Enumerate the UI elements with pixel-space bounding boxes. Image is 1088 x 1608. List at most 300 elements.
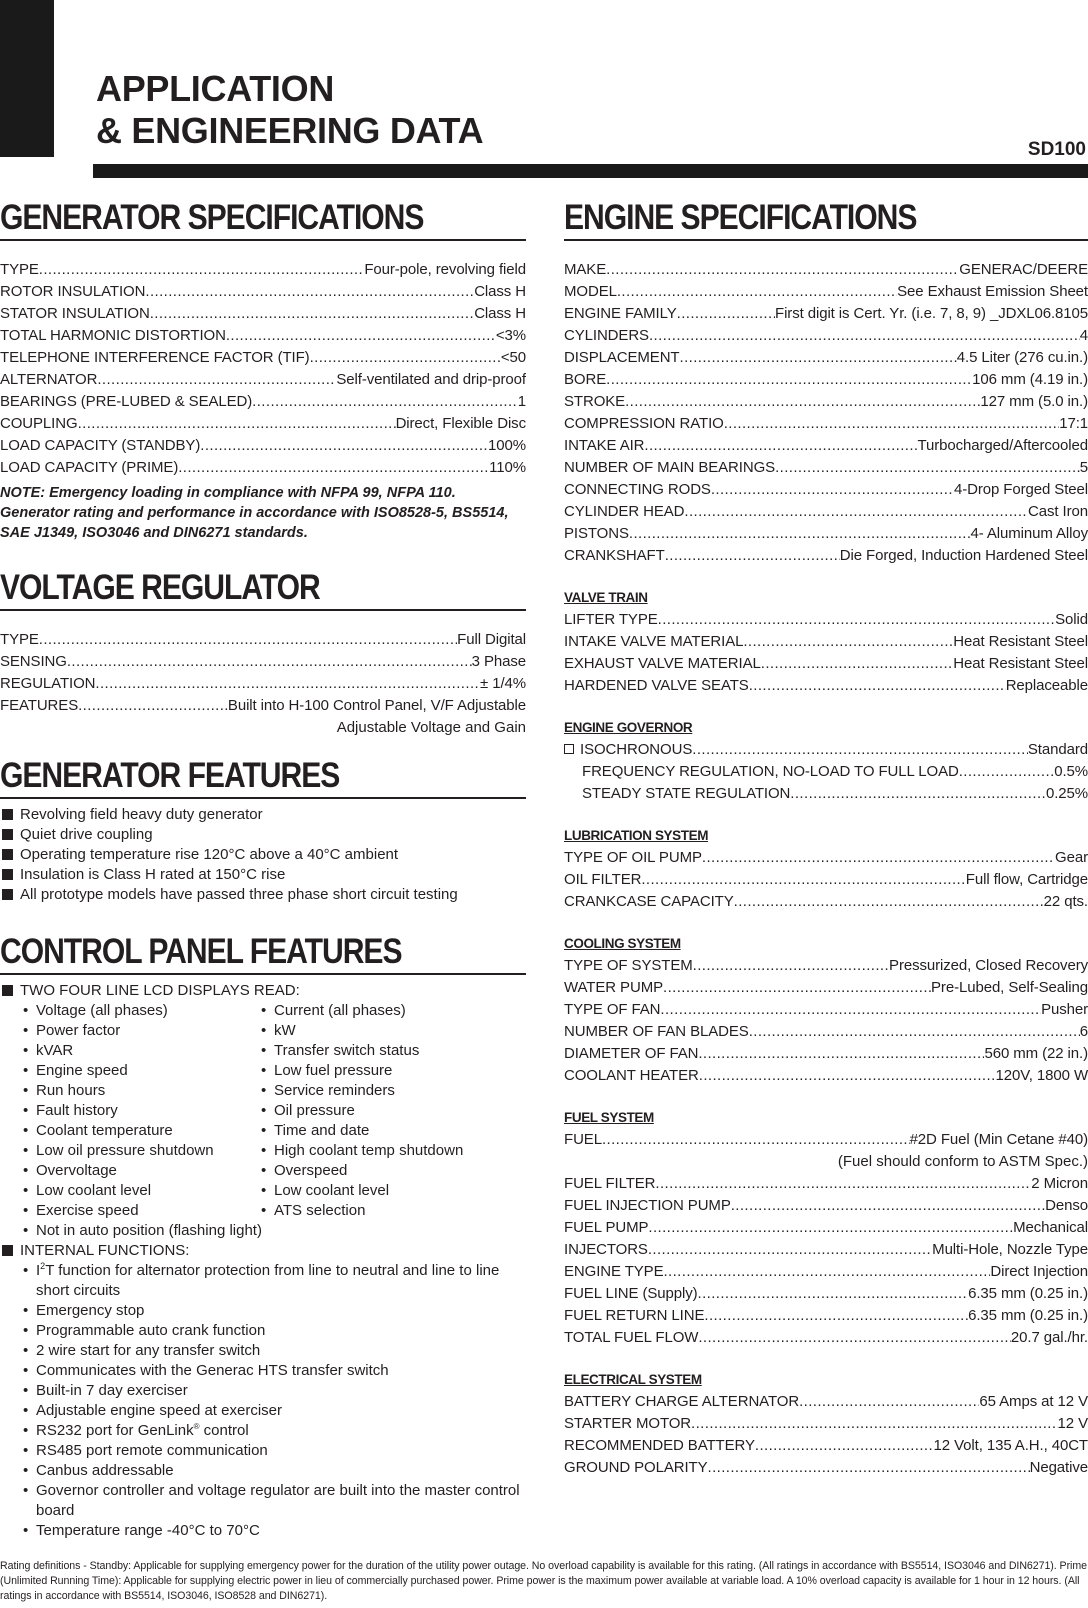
spec-value: GENERAC/DEERE [959, 261, 1088, 278]
dot-leader [655, 1173, 1031, 1195]
dot-leader [648, 1217, 1013, 1239]
dot-leader [663, 977, 931, 999]
compliance-note: NOTE: Emergency loading in compliance with NFPA 99, NFPA 110. Generator rating and performance in accordance with ISO8528-5, BS5514, SAE J1349, ISO3046 and DIN6271 standards. [0, 485, 509, 541]
electrical-list [564, 1391, 1088, 1479]
spec-row [0, 651, 526, 673]
dot-leader [606, 369, 972, 391]
spec-label: CRANKSHAFT [564, 547, 665, 564]
list-item: • Engine speed [0, 1061, 238, 1081]
spec-value: 20.7 gal./hr. [1010, 1329, 1088, 1346]
dot-leader [658, 609, 1055, 631]
lcd-display-grid [0, 1001, 526, 1221]
spec-label: FUEL PUMP [564, 1219, 649, 1236]
spec-label: MAKE [564, 261, 607, 278]
spec-value: Solid [1055, 611, 1088, 628]
spec-row [0, 325, 526, 347]
list-item: • Temperature range -40°C to 70°C [0, 1521, 526, 1541]
spec-label: STATOR INSULATION [0, 305, 150, 322]
dot-leader [698, 1283, 969, 1305]
spec-value: 6.35 mm (0.25 in.) [968, 1307, 1088, 1324]
spec-label: COMPRESSION RATIO [564, 415, 724, 432]
spec-label: TYPE [0, 261, 39, 278]
spec-row [564, 457, 1088, 479]
cooling-heading: COOLING SYSTEM [564, 936, 681, 951]
list-item: • Exercise speed [0, 1201, 238, 1221]
spec-row [564, 259, 1088, 281]
spec-row [0, 259, 526, 281]
spec-value: 4-Drop Forged Steel [953, 481, 1088, 498]
spec-row [564, 1457, 1088, 1479]
spec-row [564, 955, 1088, 977]
lubrication-list [564, 847, 1088, 913]
internal-functions-list-2 [0, 1441, 526, 1541]
left-column [0, 193, 526, 1541]
spec-row [564, 1283, 1088, 1305]
spec-row [564, 1435, 1088, 1457]
control-panel-heading: CONTROL PANEL FEATURES [0, 932, 402, 971]
dot-leader [660, 999, 1041, 1021]
spec-value: Built into H-100 Control Panel, V/F Adjustable [227, 697, 526, 714]
doc-code: SD100 [1027, 139, 1086, 160]
spec-row: FUEL ..... #2D Fuel (Min Cetane #40) [564, 1129, 1088, 1151]
dot-leader [698, 1327, 1011, 1349]
spec-row [564, 325, 1088, 347]
lcd-heading: TWO FOUR LINE LCD DISPLAYS READ: [0, 981, 526, 1001]
dot-leader [226, 325, 496, 347]
divider [564, 239, 1088, 241]
spec-label: DIAMETER OF FAN [564, 1045, 699, 1062]
fuel-heading: FUEL SYSTEM [564, 1110, 654, 1125]
spec-value: Pre-Lubed, Self-Sealing [931, 979, 1088, 996]
engine-specs-list [564, 259, 1088, 567]
lcd-left-list [0, 1001, 238, 1221]
spec-label: CYLINDER HEAD [564, 503, 685, 520]
spec-row [564, 675, 1088, 697]
dot-leader [649, 325, 1080, 347]
spec-row [564, 847, 1088, 869]
dot-leader [617, 281, 897, 303]
spec-label: ENGINE FAMILY [564, 305, 677, 322]
spec-row [564, 413, 1088, 435]
spec-value: 2 Micron [1031, 1175, 1088, 1192]
list-item: • Oil pressure [238, 1101, 518, 1121]
spec-row [564, 609, 1088, 631]
right-column [564, 193, 1088, 1479]
spec-label: STARTER MOTOR [564, 1415, 692, 1432]
list-item: • Canbus addressable [0, 1461, 526, 1481]
spec-row [564, 523, 1088, 545]
divider [0, 797, 526, 799]
list-item: • Service reminders [238, 1081, 518, 1101]
spec-value: Four-pole, revolving field [364, 261, 526, 278]
dot-leader [78, 413, 396, 435]
dot-leader [698, 1043, 984, 1065]
spec-label: CONNECTING RODS [564, 481, 711, 498]
spec-label: INJECTORS [564, 1241, 648, 1258]
spec-label: TOTAL FUEL FLOW [564, 1329, 699, 1346]
dot-leader [680, 347, 957, 369]
dot-leader [749, 1021, 1080, 1043]
dot-leader [606, 259, 959, 281]
spec-label: LOAD CAPACITY (PRIME) [0, 459, 179, 476]
spec-value: See Exhaust Emission Sheet [897, 283, 1088, 300]
dot-leader [749, 675, 1006, 697]
dot-leader [704, 1305, 968, 1327]
checkbox-icon [564, 744, 574, 754]
spec-row [564, 281, 1088, 303]
dot-leader [625, 391, 980, 413]
spec-label: FUEL LINE (Supply) [564, 1285, 698, 1302]
spec-label: NUMBER OF MAIN BEARINGS [564, 459, 776, 476]
spec-row [0, 673, 526, 695]
list-item: • kVAR [0, 1041, 238, 1061]
spec-label: FUEL INJECTION PUMP [564, 1197, 731, 1214]
spec-row [564, 1327, 1088, 1349]
spec-value: 560 mm (22 in.) [984, 1045, 1088, 1062]
spec-row [564, 999, 1088, 1021]
spec-value: 127 mm (5.0 in.) [980, 393, 1088, 410]
spec-label: CRANKCASE CAPACITY [564, 893, 734, 910]
list-item: • kW [238, 1021, 518, 1041]
spec-row [564, 479, 1088, 501]
spec-value: 4.5 Liter (276 cu.in.) [956, 349, 1088, 366]
dot-leader [711, 479, 954, 501]
spec-value: Turbocharged/Aftercooled [917, 437, 1088, 454]
spec-label: ALTERNATOR [0, 371, 98, 388]
spec-label: NUMBER OF FAN BLADES [564, 1023, 749, 1040]
spec-label: EXHAUST VALVE MATERIAL [564, 655, 761, 672]
dot-leader [644, 435, 917, 457]
spec-label: STROKE [564, 393, 626, 410]
dot-leader [629, 523, 971, 545]
spec-row [564, 391, 1088, 413]
list-item: • Low oil pressure shutdown [0, 1141, 238, 1161]
list-item: • $I^2T$ function for alternator protection from line to neutral and line to line short circuits [0, 1261, 526, 1301]
spec-value: Self-ventilated and drip-proof [336, 371, 526, 388]
list-item: • Low coolant level [238, 1181, 518, 1201]
spec-row [564, 347, 1088, 369]
spec-value: Gear [1055, 849, 1088, 866]
dot-leader [39, 259, 365, 281]
spec-row [564, 1239, 1088, 1261]
spec-row [564, 1173, 1088, 1195]
spec-row [564, 1261, 1088, 1283]
spec-value: 17:1 [1059, 415, 1088, 432]
spec-label: TELEPHONE INTERFERENCE FACTOR (TIF) [0, 349, 310, 366]
list-item: • Run hours [0, 1081, 238, 1101]
spec-label: TYPE OF SYSTEM [564, 957, 693, 974]
spec-value: 22 qts. [1043, 893, 1088, 910]
internal-functions-list [0, 1301, 526, 1421]
spec-value: Pressurized, Closed Recovery [889, 957, 1088, 974]
spec-value: Heat Resistant Steel [953, 633, 1088, 650]
list-item: • Fault history [0, 1101, 238, 1121]
spec-label: TYPE OF FAN [564, 1001, 661, 1018]
spec-row [564, 1217, 1088, 1239]
spec-label: HARDENED VALVE SEATS [564, 677, 749, 694]
spec-row [0, 347, 526, 369]
spec-value: <3% [495, 327, 526, 344]
spec-label: CYLINDERS [564, 327, 649, 344]
list-item: All prototype models have passed three phase short circuit testing [0, 885, 526, 905]
spec-row [564, 869, 1088, 891]
dot-leader [665, 545, 840, 567]
spec-label: GROUND POLARITY [564, 1459, 708, 1476]
fuel-list [564, 1173, 1088, 1349]
spec-row [564, 1065, 1088, 1087]
spec-row [564, 891, 1088, 913]
engine-specs-heading: ENGINE SPECIFICATIONS [564, 198, 917, 237]
dot-leader [775, 457, 1080, 479]
list-item: • Low coolant level [0, 1181, 238, 1201]
list-item: • RS485 port remote communication [0, 1441, 526, 1461]
dot-leader [67, 651, 472, 673]
spec-label: FUEL FILTER [564, 1175, 656, 1192]
spec-value: Full flow, Cartridge [965, 871, 1088, 888]
spec-row [564, 1305, 1088, 1327]
list-item: • Adjustable engine speed at exerciser [0, 1401, 526, 1421]
spec-value: Heat Resistant Steel [953, 655, 1088, 672]
dot-leader [743, 631, 953, 653]
spec-row [0, 435, 526, 457]
lcd-right-list [238, 1001, 518, 1221]
spec-label: PISTONS [564, 525, 629, 542]
spec-value: 1 [517, 393, 526, 410]
list-item: • Built-in 7 day exerciser [0, 1381, 526, 1401]
spec-value: Negative [1029, 1459, 1088, 1476]
dot-leader [708, 1457, 1030, 1479]
spec-row [564, 1021, 1088, 1043]
dot-leader [150, 303, 474, 325]
spec-value: Direct Injection [990, 1263, 1088, 1280]
dot-leader [761, 653, 954, 675]
spec-row [0, 391, 526, 413]
spec-label: COOLANT HEATER [564, 1067, 699, 1084]
spec-value: 5 [1079, 459, 1088, 476]
list-item: • High coolant temp shutdown [238, 1141, 518, 1161]
spec-value: Pusher [1041, 1001, 1088, 1018]
list-item: • Not in auto position (flashing light) [0, 1221, 526, 1241]
spec-row: FREQUENCY REGULATION, NO-LOAD TO FULL LOAD ..... 0.5% [564, 761, 1088, 783]
dot-leader [755, 1435, 934, 1457]
list-item: • RS232 port for GenLink® control [0, 1421, 526, 1441]
spec-row: STEADY STATE REGULATION ..... 0.25% [564, 783, 1088, 805]
dot-leader [95, 673, 480, 695]
spec-label: TYPE OF OIL PUMP [564, 849, 702, 866]
dot-leader [310, 347, 501, 369]
dot-leader [731, 1195, 1045, 1217]
spec-row [564, 369, 1088, 391]
spec-value: 6 [1079, 1023, 1088, 1040]
spec-row [564, 977, 1088, 999]
spec-value: 12 Volt, 135 A.H., 40CT [933, 1437, 1088, 1454]
spec-label: MODEL [564, 283, 617, 300]
spec-value: <50 [500, 349, 526, 366]
spec-label: REGULATION [0, 675, 96, 692]
spec-value: Class H [474, 283, 526, 300]
dot-leader [39, 629, 457, 651]
dot-leader [641, 869, 965, 891]
spec-value: Cast Iron [1028, 503, 1088, 520]
list-item: • Communicates with the Generac HTS transfer switch [0, 1361, 526, 1381]
spec-row [564, 545, 1088, 567]
spec-row [0, 281, 526, 303]
spec-value: 65 Amps at 12 V [979, 1393, 1088, 1410]
header-rule [93, 164, 1088, 178]
list-item: Insulation is Class H rated at 150°C rise [0, 865, 526, 885]
spec-row [564, 1391, 1088, 1413]
list-item: • Time and date [238, 1121, 518, 1141]
spec-row [564, 501, 1088, 523]
spec-label: FEATURES [0, 697, 79, 714]
spec-value: Replaceable [1005, 677, 1088, 694]
black-tab [0, 0, 54, 157]
spec-value: Multi-Hole, Nozzle Type [932, 1241, 1088, 1258]
fuel-continuation: (Fuel should conform to ASTM Spec.) [837, 1153, 1088, 1170]
spec-value: Mechanical [1013, 1219, 1088, 1236]
generator-specs-list [0, 259, 526, 479]
divider [0, 239, 526, 241]
engine-governor-heading: ENGINE GOVERNOR [564, 720, 693, 735]
spec-label: BORE [564, 371, 607, 388]
divider [0, 973, 526, 975]
spec-value: 12 V [1057, 1415, 1088, 1432]
list-item: • Voltage (all phases) [0, 1001, 238, 1021]
spec-value: 4- Aluminum Alloy [970, 525, 1088, 542]
spec-row [0, 695, 526, 717]
spec-label: TOTAL HARMONIC DISTORTION [0, 327, 226, 344]
spec-value: 100% [488, 437, 526, 454]
voltage-regulator-list [0, 629, 526, 717]
engine-governor-list [564, 739, 1088, 805]
spec-label: SENSING [0, 653, 67, 670]
spec-value: Denso [1045, 1197, 1088, 1214]
spec-row [0, 457, 526, 479]
dot-leader [677, 303, 775, 325]
dot-leader [178, 457, 489, 479]
spec-row [564, 303, 1088, 325]
dot-leader [252, 391, 518, 413]
spec-label: DISPLACEMENT [564, 349, 680, 366]
spec-value: Full Digital [457, 631, 526, 648]
dot-leader [97, 369, 336, 391]
list-item: • Programmable auto crank function [0, 1321, 526, 1341]
spec-label: COUPLING [0, 415, 78, 432]
spec-value: Die Forged, Induction Hardened Steel [839, 547, 1088, 564]
dot-leader [691, 1413, 1057, 1435]
list-item: • Coolant temperature [0, 1121, 238, 1141]
list-item: Revolving field heavy duty generator [0, 805, 526, 825]
page-title [96, 68, 483, 152]
spec-value: 106 mm (4.19 in.) [972, 371, 1088, 388]
spec-label: INTAKE AIR [564, 437, 645, 454]
lubrication-heading: LUBRICATION SYSTEM [564, 828, 709, 843]
spec-row [564, 631, 1088, 653]
dot-leader [145, 281, 474, 303]
spec-label: ENGINE TYPE [564, 1263, 664, 1280]
spec-row [0, 413, 526, 435]
generator-features-list [0, 805, 526, 905]
spec-value: Direct, Flexible Disc [395, 415, 526, 432]
list-item: Operating temperature rise 120°C above a 40°C ambient [0, 845, 526, 865]
spec-label: BEARINGS (PRE-LUBED & SEALED) [0, 393, 253, 410]
spec-row [0, 303, 526, 325]
spec-value: ± 1/4% [480, 675, 526, 692]
spec-value: First digit is Cert. Yr. (i.e. 7, 8, 9) _JDXL06.8105 [775, 305, 1088, 322]
list-item: • Low fuel pressure [238, 1061, 518, 1081]
internal-functions-heading: INTERNAL FUNCTIONS: [0, 1241, 526, 1261]
spec-value: 3 Phase [471, 653, 526, 670]
list-item: • 2 wire start for any transfer switch [0, 1341, 526, 1361]
voltage-regulator-heading: VOLTAGE REGULATOR [0, 568, 320, 607]
list-item: • Overspeed [238, 1161, 518, 1181]
valve-train-heading: VALVE TRAIN [564, 590, 648, 605]
spec-label: BATTERY CHARGE ALTERNATOR [564, 1393, 800, 1410]
spec-row: ISOCHRONOUS ..... Standard [564, 739, 1088, 761]
spec-row [0, 369, 526, 391]
dot-leader [663, 1261, 990, 1283]
spec-label: WATER PUMP [564, 979, 663, 996]
list-item: • Emergency stop [0, 1301, 526, 1321]
spec-value: Class H [474, 305, 526, 322]
spec-label: FUEL RETURN LINE [564, 1307, 705, 1324]
spec-row [564, 435, 1088, 457]
rating-definitions-footer: Rating definitions - Standby: Applicable for supplying emergency power for the duration of the utility power outage. No overload capability is available for this rating. (All ratings in accordance with BS5514, ISO3046 and DIN6271). Prime (Unlimited Running Time): Applicable for supplying electric power in lieu of commercially purchased power. Prime power is the maximum power available at variable load. A 10% overload capacity is available for 1 hour in 12 hours. (All ratings in accordance with BS5514, ISO3046, ISO8528 and DIN6271). [0, 1560, 1087, 1602]
spec-row [0, 629, 526, 651]
spec-label: ROTOR INSULATION [0, 283, 146, 300]
list-item: • Overvoltage [0, 1161, 238, 1181]
list-item: Quiet drive coupling [0, 825, 526, 845]
spec-row [564, 1043, 1088, 1065]
spec-row [564, 653, 1088, 675]
spec-row [564, 1195, 1088, 1217]
list-item: • Transfer switch status [238, 1041, 518, 1061]
dot-leader [724, 413, 1059, 435]
spec-label: TYPE [0, 631, 39, 648]
spec-label: RECOMMENDED BATTERY [564, 1437, 755, 1454]
dot-leader [684, 501, 1028, 523]
dot-leader [734, 891, 1044, 913]
list-item: • Power factor [0, 1021, 238, 1041]
dot-leader [200, 435, 488, 457]
spec-value: 120V, 1800 W [995, 1067, 1088, 1084]
list-item: • Current (all phases) [238, 1001, 518, 1021]
dot-leader [699, 1065, 996, 1087]
divider [0, 609, 526, 611]
spec-row [564, 1413, 1088, 1435]
features-continuation: Adjustable Voltage and Gain [336, 719, 526, 736]
generator-features-heading: GENERATOR FEATURES [0, 756, 340, 795]
dot-leader [693, 955, 889, 977]
spec-value: 4 [1079, 327, 1088, 344]
cooling-list [564, 955, 1088, 1087]
spec-label: LIFTER TYPE [564, 611, 658, 628]
generator-specs-heading: GENERATOR SPECIFICATIONS [0, 198, 424, 237]
spec-label: LOAD CAPACITY (STANDBY) [0, 437, 201, 454]
dot-leader [78, 695, 228, 717]
dot-leader [648, 1239, 932, 1261]
valve-train-list [564, 609, 1088, 697]
spec-value: 110% [489, 459, 526, 476]
spec-label: OIL FILTER [564, 871, 642, 888]
electrical-heading: ELECTRICAL SYSTEM [564, 1372, 702, 1387]
list-item: • Governor controller and voltage regulator are built into the master control board [0, 1481, 526, 1521]
title-line-2: & ENGINEERING DATA [96, 110, 484, 151]
title-line-1: APPLICATION [96, 68, 335, 109]
list-item: • ATS selection [238, 1201, 518, 1221]
dot-leader [799, 1391, 979, 1413]
spec-label: INTAKE VALVE MATERIAL [564, 633, 744, 650]
